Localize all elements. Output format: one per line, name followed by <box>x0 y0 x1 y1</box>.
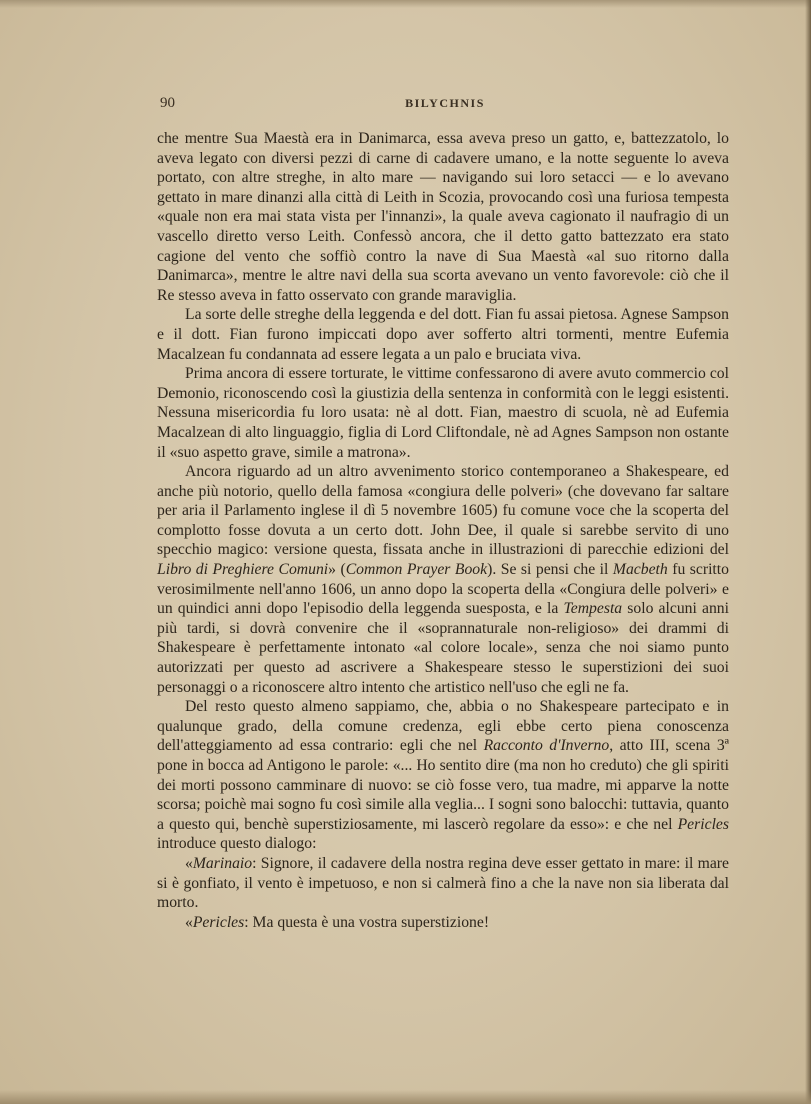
text-run: Del resto questo almeno sappiamo, che, abbia o no Shakespeare partecipato e in qualunque grado, della comune credenza, egli ebbe certo piena conoscenza dell'atteggiamento ad essa contrario: egli che nel <box>157 698 729 755</box>
text-run: « <box>185 854 193 872</box>
paragraph <box>157 913 729 933</box>
paragraph <box>157 462 729 697</box>
text-run: » ( <box>328 561 346 579</box>
italic-text-run: Macbeth <box>612 561 668 579</box>
text-run: « <box>185 913 193 931</box>
text-run: : Ma questa è una vostra superstizione! <box>244 913 490 931</box>
text-run: introduce questo dialogo: <box>157 835 317 853</box>
text-run: : Signore, il cadavere della nostra regina deve esser gettato in mare: il mare si è gonfiato, il vento è impetuoso, e non si calmerà fino a che la nave non sia liberata dal morto. <box>157 854 729 912</box>
paragraph <box>157 129 729 305</box>
page-header <box>160 95 730 115</box>
body-text <box>157 129 729 932</box>
text-run: La sorte delle streghe della leggenda e del dott. Fian fu assai pietosa. Agnese Sampson e il dott. Fian furono impiccati dopo aver sofferto altri tormenti, mentre Eufemia Macalzean fu condannata ad essere legata a un palo e bruciata viva. <box>157 306 729 363</box>
paragraph <box>157 305 729 364</box>
italic-text-run: Pericles <box>677 815 729 833</box>
text-run: , atto III, scena 3ª pone in bocca ad Antigono le parole: «... Ho sentito dire (ma non ho creduto) che gli spiriti dei morti possono camminare di nuovo: se ciò fosse vero, tua madre, mi apparve la notte scorsa; poichè mai sogno fu così simile alla veglia... I sogni sono balocchi: tuttavia, quanto a questo qui, benchè superstiziosamente, mi lascerò regolare da esso»: e che nel <box>157 737 729 833</box>
italic-text-run: Tempesta <box>563 600 623 618</box>
page-top-edge-shadow <box>0 0 811 8</box>
text-run: Ancora riguardo ad un altro avvenimento storico contemporaneo a Shakespeare, ed anche più notorio, quello della famosa «congiura delle polveri» (che dovevano far saltare per aria il Parlamento inglese il dì 5 novembre 1605) fu comune voce che la scoperta del complotto fosse dovuta a un certo dott. John Dee, il quale si sarebbe servito di uno specchio magico: versione questa, fissata anche in illustrazioni di parecchie edizioni del <box>157 463 729 559</box>
running-title: BILYCHNIS <box>405 96 485 110</box>
paragraph <box>157 854 729 913</box>
text-run: ). Se si pensi che il <box>487 561 613 579</box>
text-run: Prima ancora di essere torturate, le vittime confessarono di avere avuto commercio col Demonio, riconoscendo così la giustizia della sentenza in conformità con le leggi esistenti. Nessuna misericordia fu loro usata: nè al dott. Fian, maestro di scuola, nè ad Eufemia Macalzean di alto linguaggio, figlia di Lord Cliftondale, nè ad Agnes Sampson non ostante il «suo aspetto grave, simile a matrona». <box>157 365 729 461</box>
page-right-edge-shadow <box>805 0 811 1104</box>
italic-text-run: Libro di Preghiere Comuni <box>157 561 329 579</box>
italic-text-run: Marinaio <box>192 854 253 872</box>
page-number: 90 <box>160 95 175 111</box>
italic-text-run: Pericles <box>192 913 245 931</box>
page-bottom-edge-shadow <box>0 1090 811 1104</box>
italic-text-run: Common Prayer Book <box>345 561 488 579</box>
text-run: solo alcuni anni più tardi, si dovrà convenire che il «soprannaturale non-religioso» dei drammi di Shakespeare è perfettamente intonato «al colore locale», senza che noi siamo punto autorizzati per questo ad ascrivere a Shakespeare stesso le superstizioni dei suoi personaggi o a riconoscere altro intento che artistico nell'uso che egli ne fa. <box>157 600 729 696</box>
italic-text-run: Racconto d'Inverno <box>483 737 610 755</box>
paragraph <box>157 697 729 854</box>
paragraph <box>157 364 729 462</box>
text-run: che mentre Sua Maestà era in Danimarca, essa aveva preso un gatto, e, battezzatolo, lo aveva legato con diversi pezzi di carne di cadavere umano, e la notte seguente lo aveva portato, con altre streghe, in alto mare — navigando sui loro setacci — e lo avevano gettato in mare dinanzi alla città di Leith in Scozia, provocando così una furiosa tempesta «quale non era mai stata vista per l'innanzi», la quale aveva cagionato il naufragio di un vascello diretto verso Leith. Confessò ancora, che il detto gatto battezzato era stato cagione del vento che soffiò contro la nave di Sua Maestà «al suo ritorno dalla Danimarca», mentre le altre navi della sua scorta avevano un vento favorevole: ciò che il Re stesso aveva in fatto osservato con grande maraviglia. <box>157 130 729 304</box>
text-run: fu scritto verosimilmente nell'anno 1606, un anno dopo la scoperta della «Congiura delle polveri» e un quindici anni dopo l'episodio della leggenda suesposta, e la <box>157 561 729 618</box>
